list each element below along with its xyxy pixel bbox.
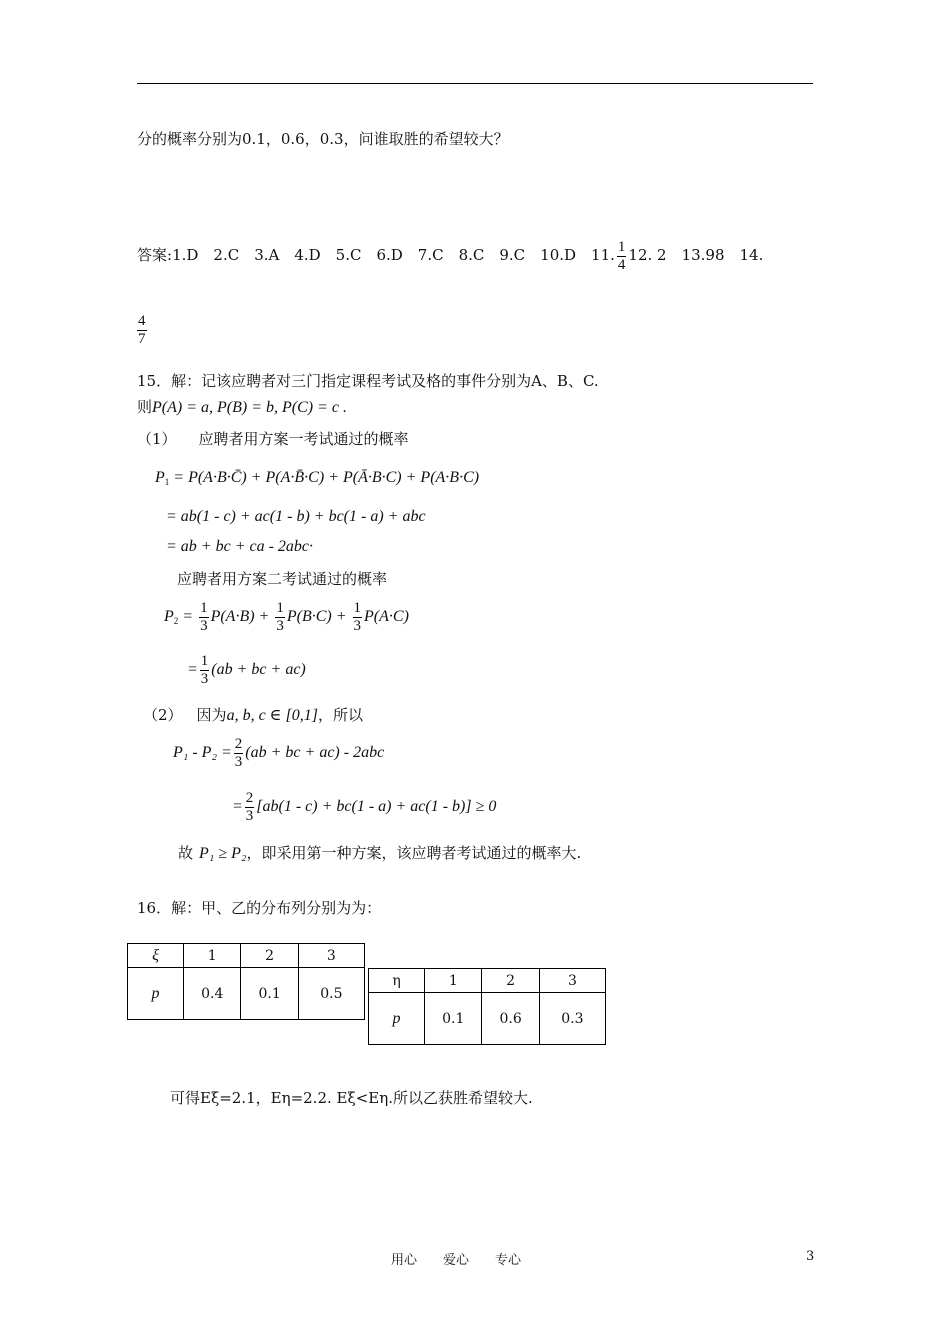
q15-conclusion	[178, 842, 581, 863]
p1-subscript: 1	[164, 477, 170, 487]
eta-prob-row	[369, 993, 606, 1045]
q15-then-expr: P(A) = a, P(B) = b, P(C) = c .	[152, 399, 348, 416]
q15-part2-text-a: 因为	[196, 706, 227, 724]
q16-heading: 16．解：甲、乙的分布列分别为为：	[137, 899, 382, 917]
answers-part-a: 1.D 2.C 3.A 4.D 5.C 6.D 7.C 8.C 9.C 10.D 11.	[172, 246, 615, 264]
eta-prob-cell: 0.3	[539, 993, 605, 1045]
diff-line2-tail: [ab(1 - c) + bc(1 - a) + ac(1 - b)] ≥ 0	[256, 798, 497, 815]
distribution-table-xi	[127, 943, 365, 1020]
q16-result: 可得Eξ=2.1，Eη=2.2. Eξ<Eη.所以乙获胜希望较大.	[170, 1089, 533, 1107]
q15-part2-expr: a, b, c ∈ [0,1]	[226, 707, 318, 724]
xi-header-cell: 2	[241, 944, 298, 968]
header-rule	[137, 83, 813, 84]
q15-part2-text-b: ，所以	[317, 706, 363, 724]
answers-line	[137, 237, 763, 274]
q15-part2-label: （2）	[143, 706, 183, 724]
conclusion-prefix: 故	[178, 844, 194, 862]
xi-header-cell: ξ	[128, 944, 184, 968]
conclusion-expr: P₁ ≥ P₂	[199, 845, 247, 862]
intro-line: 分的概率分别为0.1，0.6，0.3，问谁取胜的希望较大？	[137, 130, 509, 148]
eta-prob-cell: 0.1	[425, 993, 482, 1045]
plan2-text: 应聘者用方案二考试通过的概率	[177, 570, 388, 588]
diff-frac-2: $\frac{2}{3}$	[245, 789, 254, 824]
p2-term-3: P(A·C)	[364, 608, 409, 625]
p2-symbol: P	[164, 608, 174, 625]
distribution-table-eta	[368, 968, 606, 1045]
p2-term-2: P(B·C) +	[286, 608, 347, 625]
p2-frac-2: $\frac{1}{3}$	[276, 599, 284, 634]
xi-prob-cell: 0.1	[241, 968, 298, 1020]
answers-label: 答案:	[137, 246, 173, 264]
p2-frac-3: $\frac{1}{3}$	[353, 599, 362, 634]
eta-header-row	[369, 969, 606, 993]
xi-header-cell: 3	[298, 944, 364, 968]
p2-line-2: = $\frac{1}{3}$ (ab + bc + ac)	[187, 652, 306, 687]
answer-14-fraction-line	[137, 313, 147, 348]
q15-part1-text: 应聘者用方案一考试通过的概率	[198, 430, 409, 448]
eta-header-cell: 1	[425, 969, 482, 993]
q15-then-line	[137, 396, 347, 417]
p1-symbol: P	[155, 469, 165, 486]
diff-line1-tail: (ab + bc + ac) - 2abc	[245, 744, 385, 761]
p1-expression: = P(A·B·C̄) + P(A·B̄·C) + P(Ā·B·C) + P(A·B·C)	[173, 469, 480, 486]
q15-then-prefix: 则	[137, 398, 153, 416]
eta-header-cell: η	[369, 969, 425, 993]
footer-motto: 用心 爱心 专心	[391, 1253, 522, 1268]
diff-frac-1: $\frac{2}{3}$	[234, 735, 243, 770]
answer-14-fraction: $\frac{4}{7}$	[138, 313, 146, 347]
page-number: 3	[806, 1249, 815, 1264]
xi-header-cell: 1	[184, 944, 241, 968]
p2-line-1: $P_2$ = $\frac{1}{3}$ P(A·B) + $\frac{1}{3}$ P(B·C) + $\frac{1}{3}$ P(A·C)	[164, 599, 409, 634]
p2-subscript: 2	[173, 616, 179, 626]
conclusion-text: ，即采用第一种方案，该应聘者考试通过的概率大.	[246, 844, 582, 862]
q15-part1-label: （1）	[137, 430, 177, 448]
diff-line-1	[173, 733, 384, 773]
p2-term-1: P(A·B) +	[210, 608, 270, 625]
eta-header-cell: 2	[482, 969, 539, 993]
p2-frac-1: $\frac{1}{3}$	[200, 599, 208, 634]
p1-line-3: = ab + bc + ca - 2abc·	[166, 538, 314, 555]
q15-part1	[137, 428, 409, 449]
diff-lhs: P₁ - P₂ =	[173, 744, 232, 761]
diff-line-2: = $\frac{2}{3}$ [ab(1 - c) + bc(1 - a) + ac(1 - b)] ≥ 0	[232, 789, 497, 824]
p2-line2-tail: (ab + bc + ac)	[211, 661, 306, 678]
p1-line-1	[155, 469, 479, 487]
answer-11-fraction: $\frac{1}{4}$	[617, 238, 626, 273]
answers-part-b: 12. 2 13.98 14.	[628, 246, 764, 264]
xi-prob-cell: 0.5	[298, 968, 364, 1020]
eta-prob-cell: p	[369, 993, 425, 1045]
xi-prob-row	[128, 968, 365, 1020]
q15-part2	[143, 704, 363, 725]
eta-prob-cell: 0.6	[482, 993, 539, 1045]
eta-header-cell: 3	[539, 969, 605, 993]
p1-line-2: = ab(1 - c) + ac(1 - b) + bc(1 - a) + abc	[166, 508, 426, 525]
p2-line2-frac: $\frac{1}{3}$	[200, 652, 209, 687]
xi-header-row	[128, 944, 365, 968]
xi-prob-cell: p	[128, 968, 184, 1020]
xi-prob-cell: 0.4	[184, 968, 241, 1020]
q15-heading: 15．解：记该应聘者对三门指定课程考试及格的事件分别为A、B、C.	[137, 372, 599, 390]
